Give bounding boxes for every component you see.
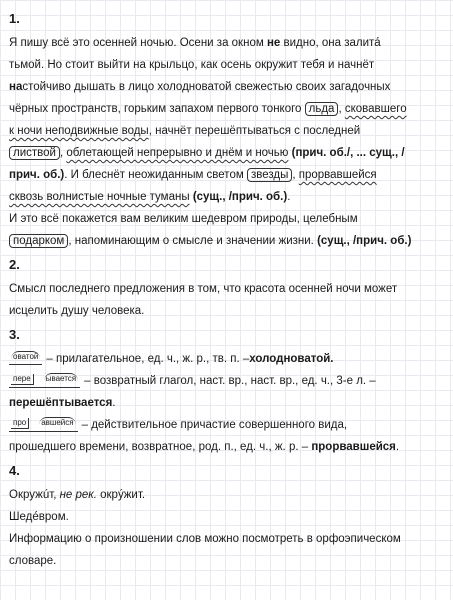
text-line bbox=[9, 142, 444, 164]
italic-text: не рек. bbox=[59, 489, 97, 501]
text: чёрных пространств, горьким запахом первого тонкого bbox=[9, 103, 305, 115]
scheme: прич. об.) bbox=[9, 169, 65, 181]
text-line: И это всё покажется вам великим шедевром природы, целебным bbox=[9, 213, 358, 225]
bold-text: не bbox=[266, 37, 281, 49]
text: . bbox=[287, 191, 291, 203]
bold-text: прорвавшейся bbox=[311, 441, 396, 453]
participle-phrase: сковавшего bbox=[344, 103, 407, 115]
text: . bbox=[112, 397, 116, 409]
text-line: исцелить душу человека. bbox=[9, 305, 145, 317]
section-number: 1. bbox=[9, 11, 20, 26]
morpheme-line bbox=[9, 414, 444, 436]
morpheme-line bbox=[9, 348, 444, 370]
scheme: (сущ., /прич. об.) bbox=[317, 235, 412, 247]
text-line: тьмой. Но стоит выйти на крыльцо, как осень окружит тебя и начнёт bbox=[9, 59, 375, 71]
text: – прилагательное, ед. ч., ж. р., тв. п. – bbox=[46, 353, 250, 365]
text: стойчиво дышать в лицо холодноватой свежестью своих загадочных bbox=[22, 81, 391, 93]
section-number: 3. bbox=[9, 327, 20, 342]
text: , начнёт перешёптываться с последней bbox=[148, 125, 361, 137]
participle-phrase: облетающей непрерывно и днём и ночью bbox=[66, 147, 289, 159]
text-line: Смысл последнего предложения в том, что красота осенней ночи может bbox=[9, 283, 398, 295]
text: Окружúт, bbox=[9, 489, 60, 501]
text: , напоминающим о смысле и значении жизни. bbox=[68, 235, 318, 247]
text-line bbox=[9, 120, 444, 142]
boxed-noun: листвой bbox=[9, 146, 60, 160]
prefix-mark: про bbox=[11, 418, 29, 429]
prefix-mark: пере bbox=[11, 374, 34, 385]
text: видно, она залитá bbox=[280, 37, 381, 49]
section-2 bbox=[9, 256, 444, 322]
section-1 bbox=[9, 10, 444, 252]
text-line: Информацию о произношении слов можно посмотреть в орфоэпическом bbox=[9, 533, 401, 545]
boxed-noun: подарком bbox=[9, 234, 68, 248]
text-line bbox=[9, 484, 444, 506]
text: , bbox=[338, 103, 345, 115]
morpheme-scheme bbox=[9, 349, 42, 365]
text-line bbox=[9, 186, 444, 208]
text-line bbox=[9, 436, 444, 458]
text: , bbox=[292, 169, 299, 181]
section-4 bbox=[9, 462, 444, 572]
text-line bbox=[9, 32, 444, 54]
text-line bbox=[9, 76, 444, 98]
morpheme-scheme bbox=[9, 371, 80, 388]
section-number: 4. bbox=[9, 463, 20, 478]
bold-text: на bbox=[9, 81, 23, 93]
text-line bbox=[9, 230, 444, 252]
bold-text: перешёптывается bbox=[9, 397, 113, 409]
text-line: словаре. bbox=[9, 555, 57, 567]
text: – возвратный глагол, наст. вр., наст. вр., ед. ч., 3-е л. – bbox=[84, 375, 376, 387]
text-line bbox=[9, 98, 444, 120]
morpheme-scheme bbox=[9, 415, 78, 432]
boxed-noun: льда bbox=[305, 102, 339, 116]
text-line bbox=[9, 164, 444, 186]
text-line: Шедéвром. bbox=[9, 511, 69, 523]
text: окрýжит. bbox=[96, 489, 146, 501]
scheme: (сущ., /прич. об.) bbox=[192, 191, 288, 203]
suffix-mark: ывается bbox=[45, 374, 77, 383]
text: Я пишу всё это осенней ночью. Осени за окном bbox=[9, 37, 267, 49]
morpheme-line bbox=[9, 370, 444, 392]
bold-text: холодноватой. bbox=[249, 353, 334, 365]
boxed-noun: звезды bbox=[247, 168, 292, 182]
text: прошедшего времени, возвратное, род. п., ед. ч., ж. р. – bbox=[9, 441, 312, 453]
participle-phrase: сквозь волнистые ночные туманы bbox=[9, 191, 190, 203]
suffix-mark: авшейся bbox=[41, 418, 74, 427]
suffix-mark: оватой bbox=[13, 352, 39, 361]
text: – действительное причастие совершенного вида, bbox=[81, 419, 348, 431]
participle-phrase: прорвавшейся bbox=[298, 169, 377, 181]
text-line bbox=[9, 392, 444, 414]
section-3 bbox=[9, 326, 444, 458]
section-number: 2. bbox=[9, 257, 20, 272]
participle-phrase: к ночи неподвижные воды bbox=[9, 125, 149, 137]
scheme: (прич. об./, ... сущ., / bbox=[291, 147, 405, 159]
text: , bbox=[59, 147, 67, 159]
text: . bbox=[395, 441, 400, 453]
text: . И блеснёт неожиданным светом bbox=[64, 169, 247, 181]
